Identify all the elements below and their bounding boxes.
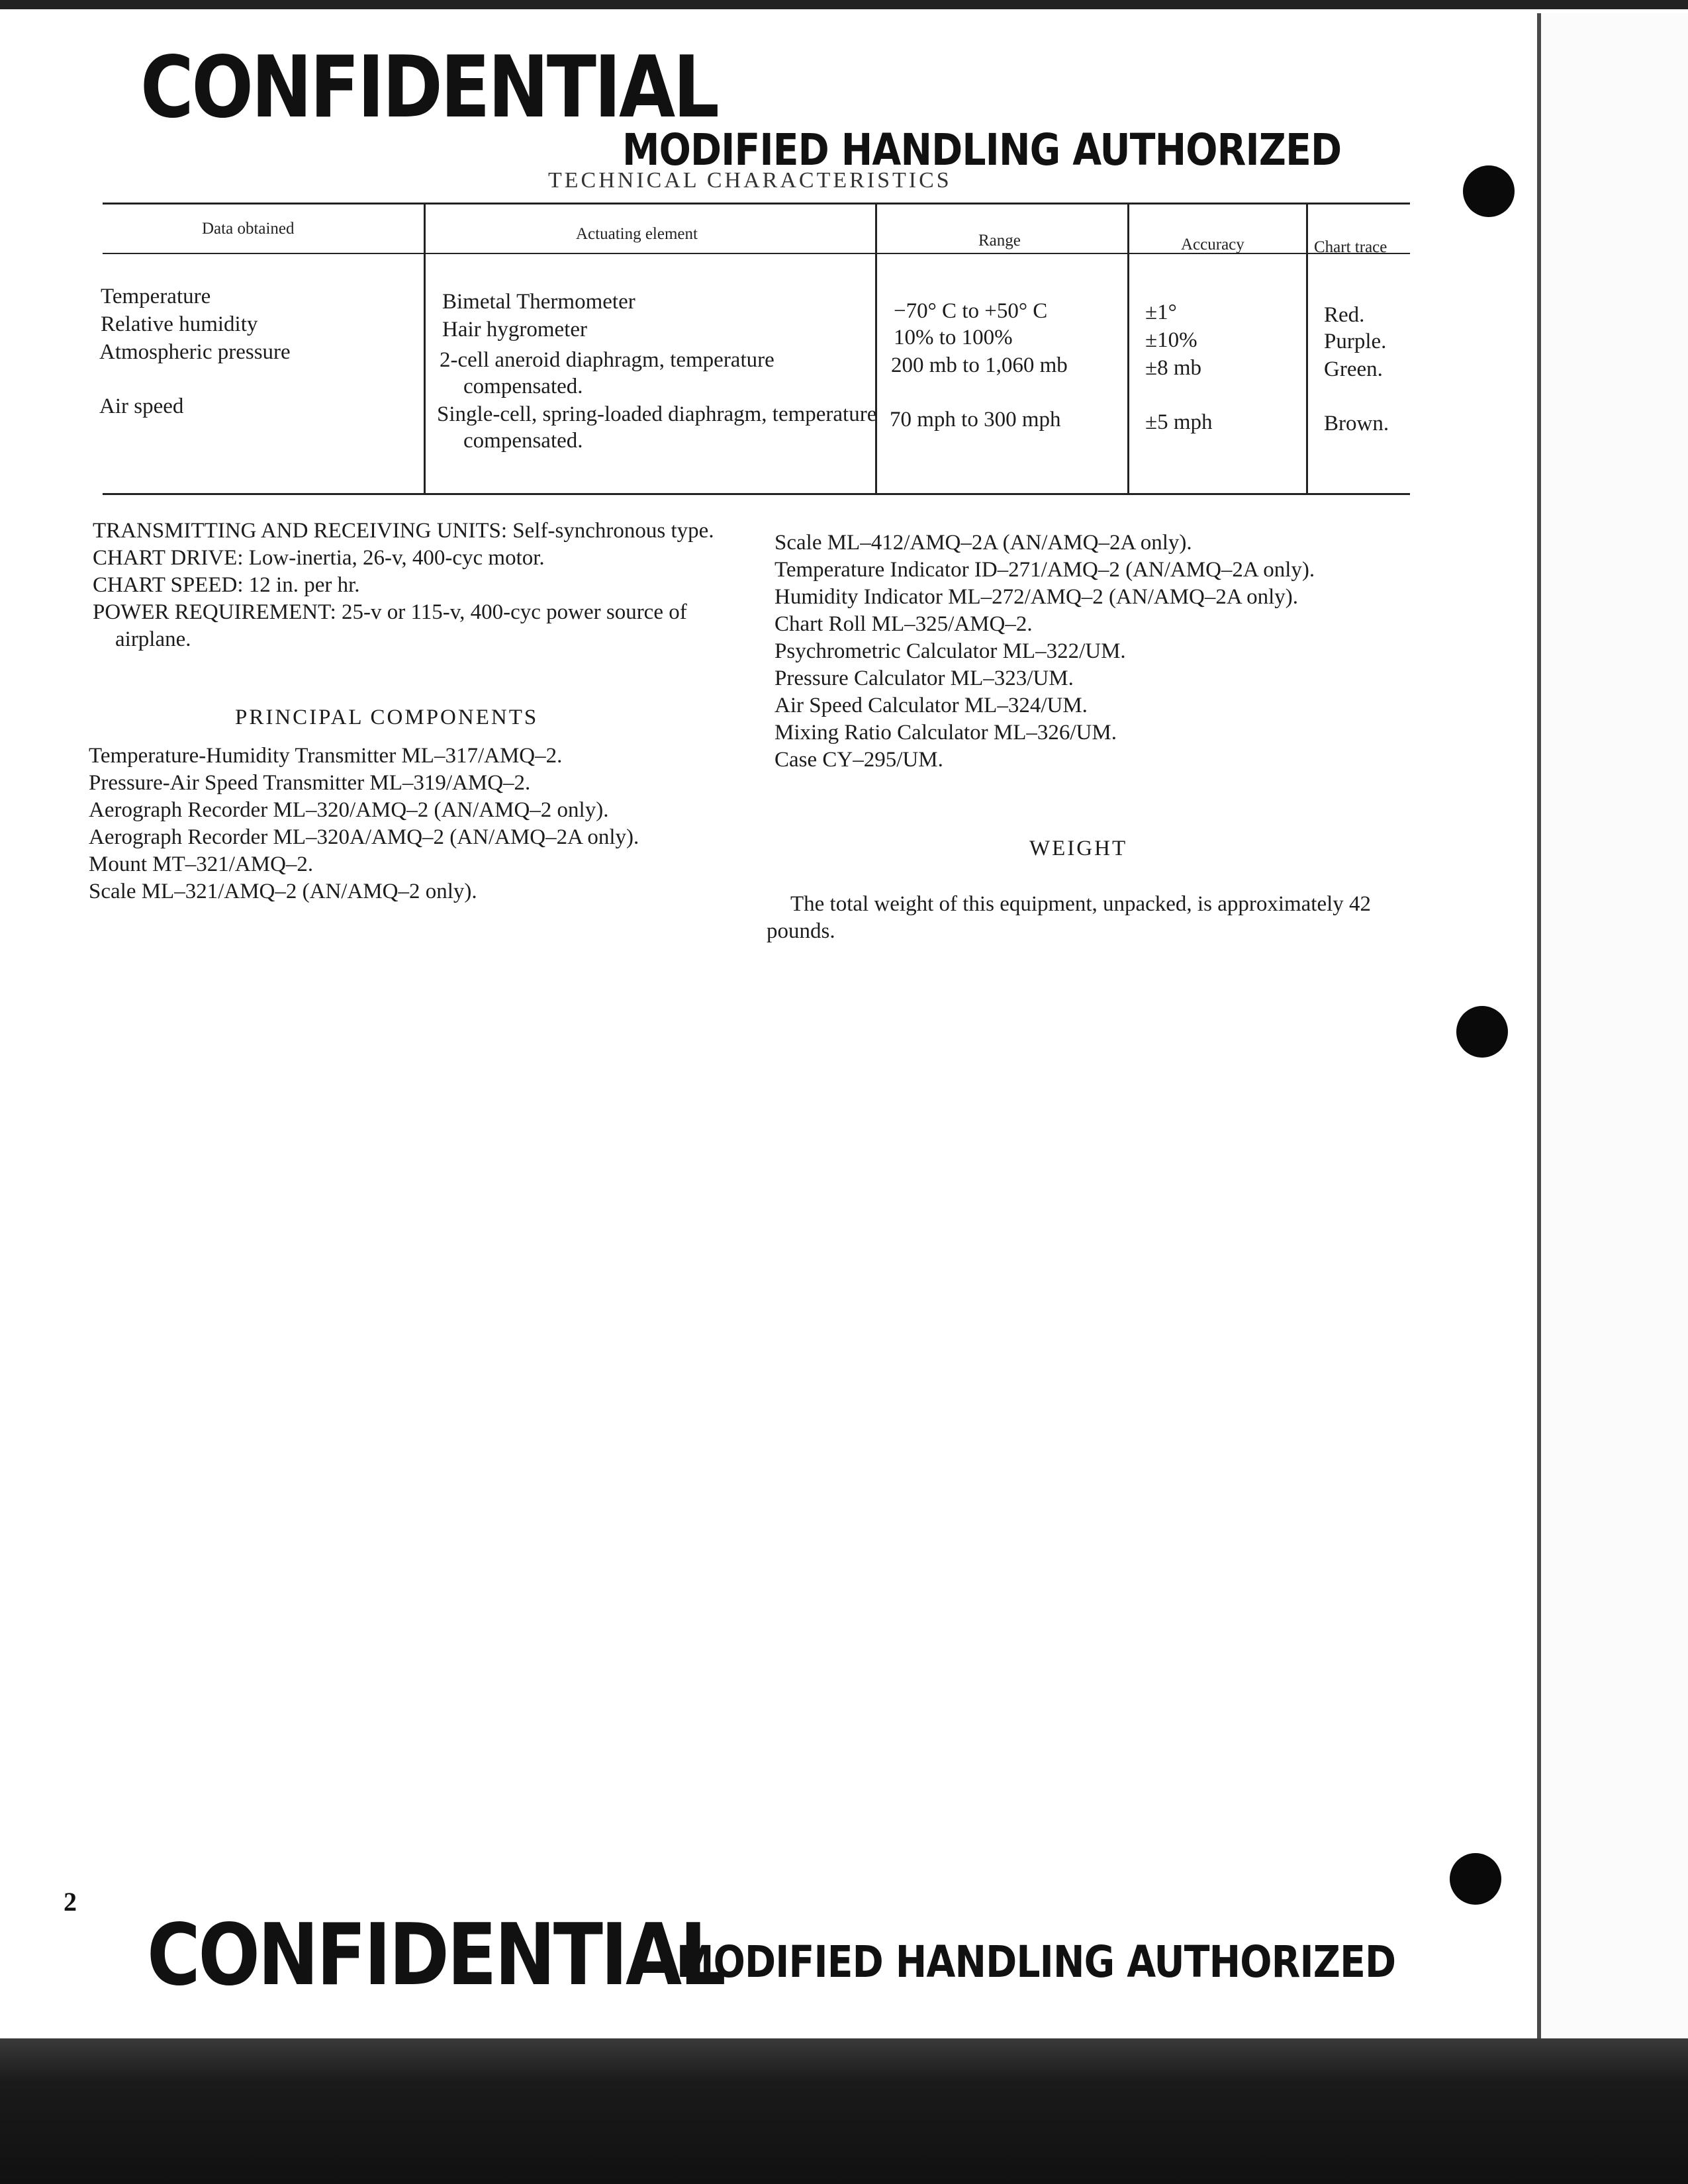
list-item: Mount MT–321/AMQ–2. [89,852,314,876]
spec-chart-speed: CHART SPEED: 12 in. per hr. [93,573,360,597]
header-range: Range [978,232,1021,250]
page-number: 2 [64,1887,77,1917]
binder-hole-top [1463,165,1515,217]
list-item: Aerograph Recorder ML–320/AMQ–2 (AN/AMQ–2 only). [89,798,609,822]
top-confidential-stamp: CONFIDENTIAL [140,38,718,137]
table-cell-data: Relative humidity [101,312,258,336]
table-cell-data: Temperature [101,285,211,308]
binder-hole-bottom [1450,1853,1501,1905]
top-handling-stamp: MODIFIED HANDLING AUTHORIZED [622,124,1342,175]
list-item: Temperature Indicator ID–271/AMQ–2 (AN/AMQ–2A only). [774,558,1315,582]
header-data-obtained: Data obtained [202,220,295,238]
header-actuating-element: Actuating element [576,225,698,243]
table-cell-data: Atmospheric pressure [99,340,291,364]
specs-block [93,518,728,653]
table-cell-accuracy: ±8 mb [1145,356,1202,380]
table-bottom-rule [103,493,1410,495]
list-item: Case CY–295/UM. [774,748,943,772]
table-cell-trace: Green. [1324,357,1383,381]
list-item: Humidity Indicator ML–272/AMQ–2 (AN/AMQ–2A only). [774,585,1299,609]
table-divider-1 [424,203,426,494]
list-item: Mixing Ratio Calculator ML–326/UM. [774,721,1117,745]
spec-chart-drive: CHART DRIVE: Low-inertia, 26-v, 400-cyc motor. [93,546,545,570]
scan-bottom-band [0,2038,1688,2184]
weight-paragraph: The total weight of this equipment, unpacked, is approximately 42 pounds. [767,892,1372,943]
table-cell-trace: Purple. [1324,330,1387,353]
table-cell-range: 200 mb to 1,060 mb [891,353,1068,377]
list-item: Psychrometric Calculator ML–322/UM. [774,639,1126,663]
binder-hole-middle [1456,1006,1508,1058]
list-item: Air Speed Calculator ML–324/UM. [774,694,1088,717]
spec-power-requirement: POWER REQUIREMENT: 25-v or 115-v, 400-cyc power source of airplane. [93,600,687,651]
header-accuracy: Accuracy [1181,236,1244,253]
list-item: Temperature-Humidity Transmitter ML–317/AMQ–2. [89,744,563,768]
table-divider-3 [1127,203,1129,494]
list-item: Scale ML–321/AMQ–2 (AN/AMQ–2 only). [89,880,477,903]
header-chart-trace: Chart trace [1314,238,1387,256]
table-cell-range: 70 mph to 300 mph [890,408,1061,432]
page-fold-line [1537,13,1541,2038]
bottom-handling-stamp: MODIFIED HANDLING AUTHORIZED [677,1936,1396,1987]
table-cell-trace: Brown. [1324,412,1389,435]
table-cell-element: 2-cell aneroid diaphragm, temperature compensated. [440,348,774,398]
list-item: Scale ML–412/AMQ–2A (AN/AMQ–2A only). [774,531,1192,555]
table-cell-range: −70° C to +50° C [894,299,1048,323]
spec-transmitting-units: TRANSMITTING AND RECEIVING UNITS: Self-synchronous type. [93,519,714,543]
components-list-right [774,529,1410,774]
table-cell-accuracy: ±1° [1145,300,1177,324]
table-cell-accuracy: ±10% [1145,328,1197,352]
table-title: TECHNICAL CHARACTERISTICS [548,168,952,193]
table-cell-element: Bimetal Thermometer [442,290,635,314]
list-item: Pressure Calculator ML–323/UM. [774,666,1074,690]
components-list-left [89,743,724,905]
list-item: Pressure-Air Speed Transmitter ML–319/AMQ–2. [89,771,531,795]
table-cell-element: Hair hygrometer [442,318,587,341]
table-cell-range: 10% to 100% [894,326,1013,349]
table-cell-element: Single-cell, spring-loaded diaphragm, temperature compensated. [437,402,877,453]
principal-components-heading: PRINCIPAL COMPONENTS [235,705,539,729]
list-item: Chart Roll ML–325/AMQ–2. [774,612,1033,636]
table-divider-4 [1306,203,1308,494]
list-item: Aerograph Recorder ML–320A/AMQ–2 (AN/AMQ–2A only). [89,825,639,849]
scan-top-edge [0,0,1688,9]
adjacent-page-strip [1541,13,1688,2038]
table-cell-data: Air speed [99,394,184,418]
table-top-rule [103,203,1410,205]
weight-heading: WEIGHT [1029,837,1128,860]
table-cell-accuracy: ±5 mph [1145,410,1213,434]
bottom-confidential-stamp: CONFIDENTIAL [147,1906,724,2005]
table-cell-trace: Red. [1324,303,1365,327]
